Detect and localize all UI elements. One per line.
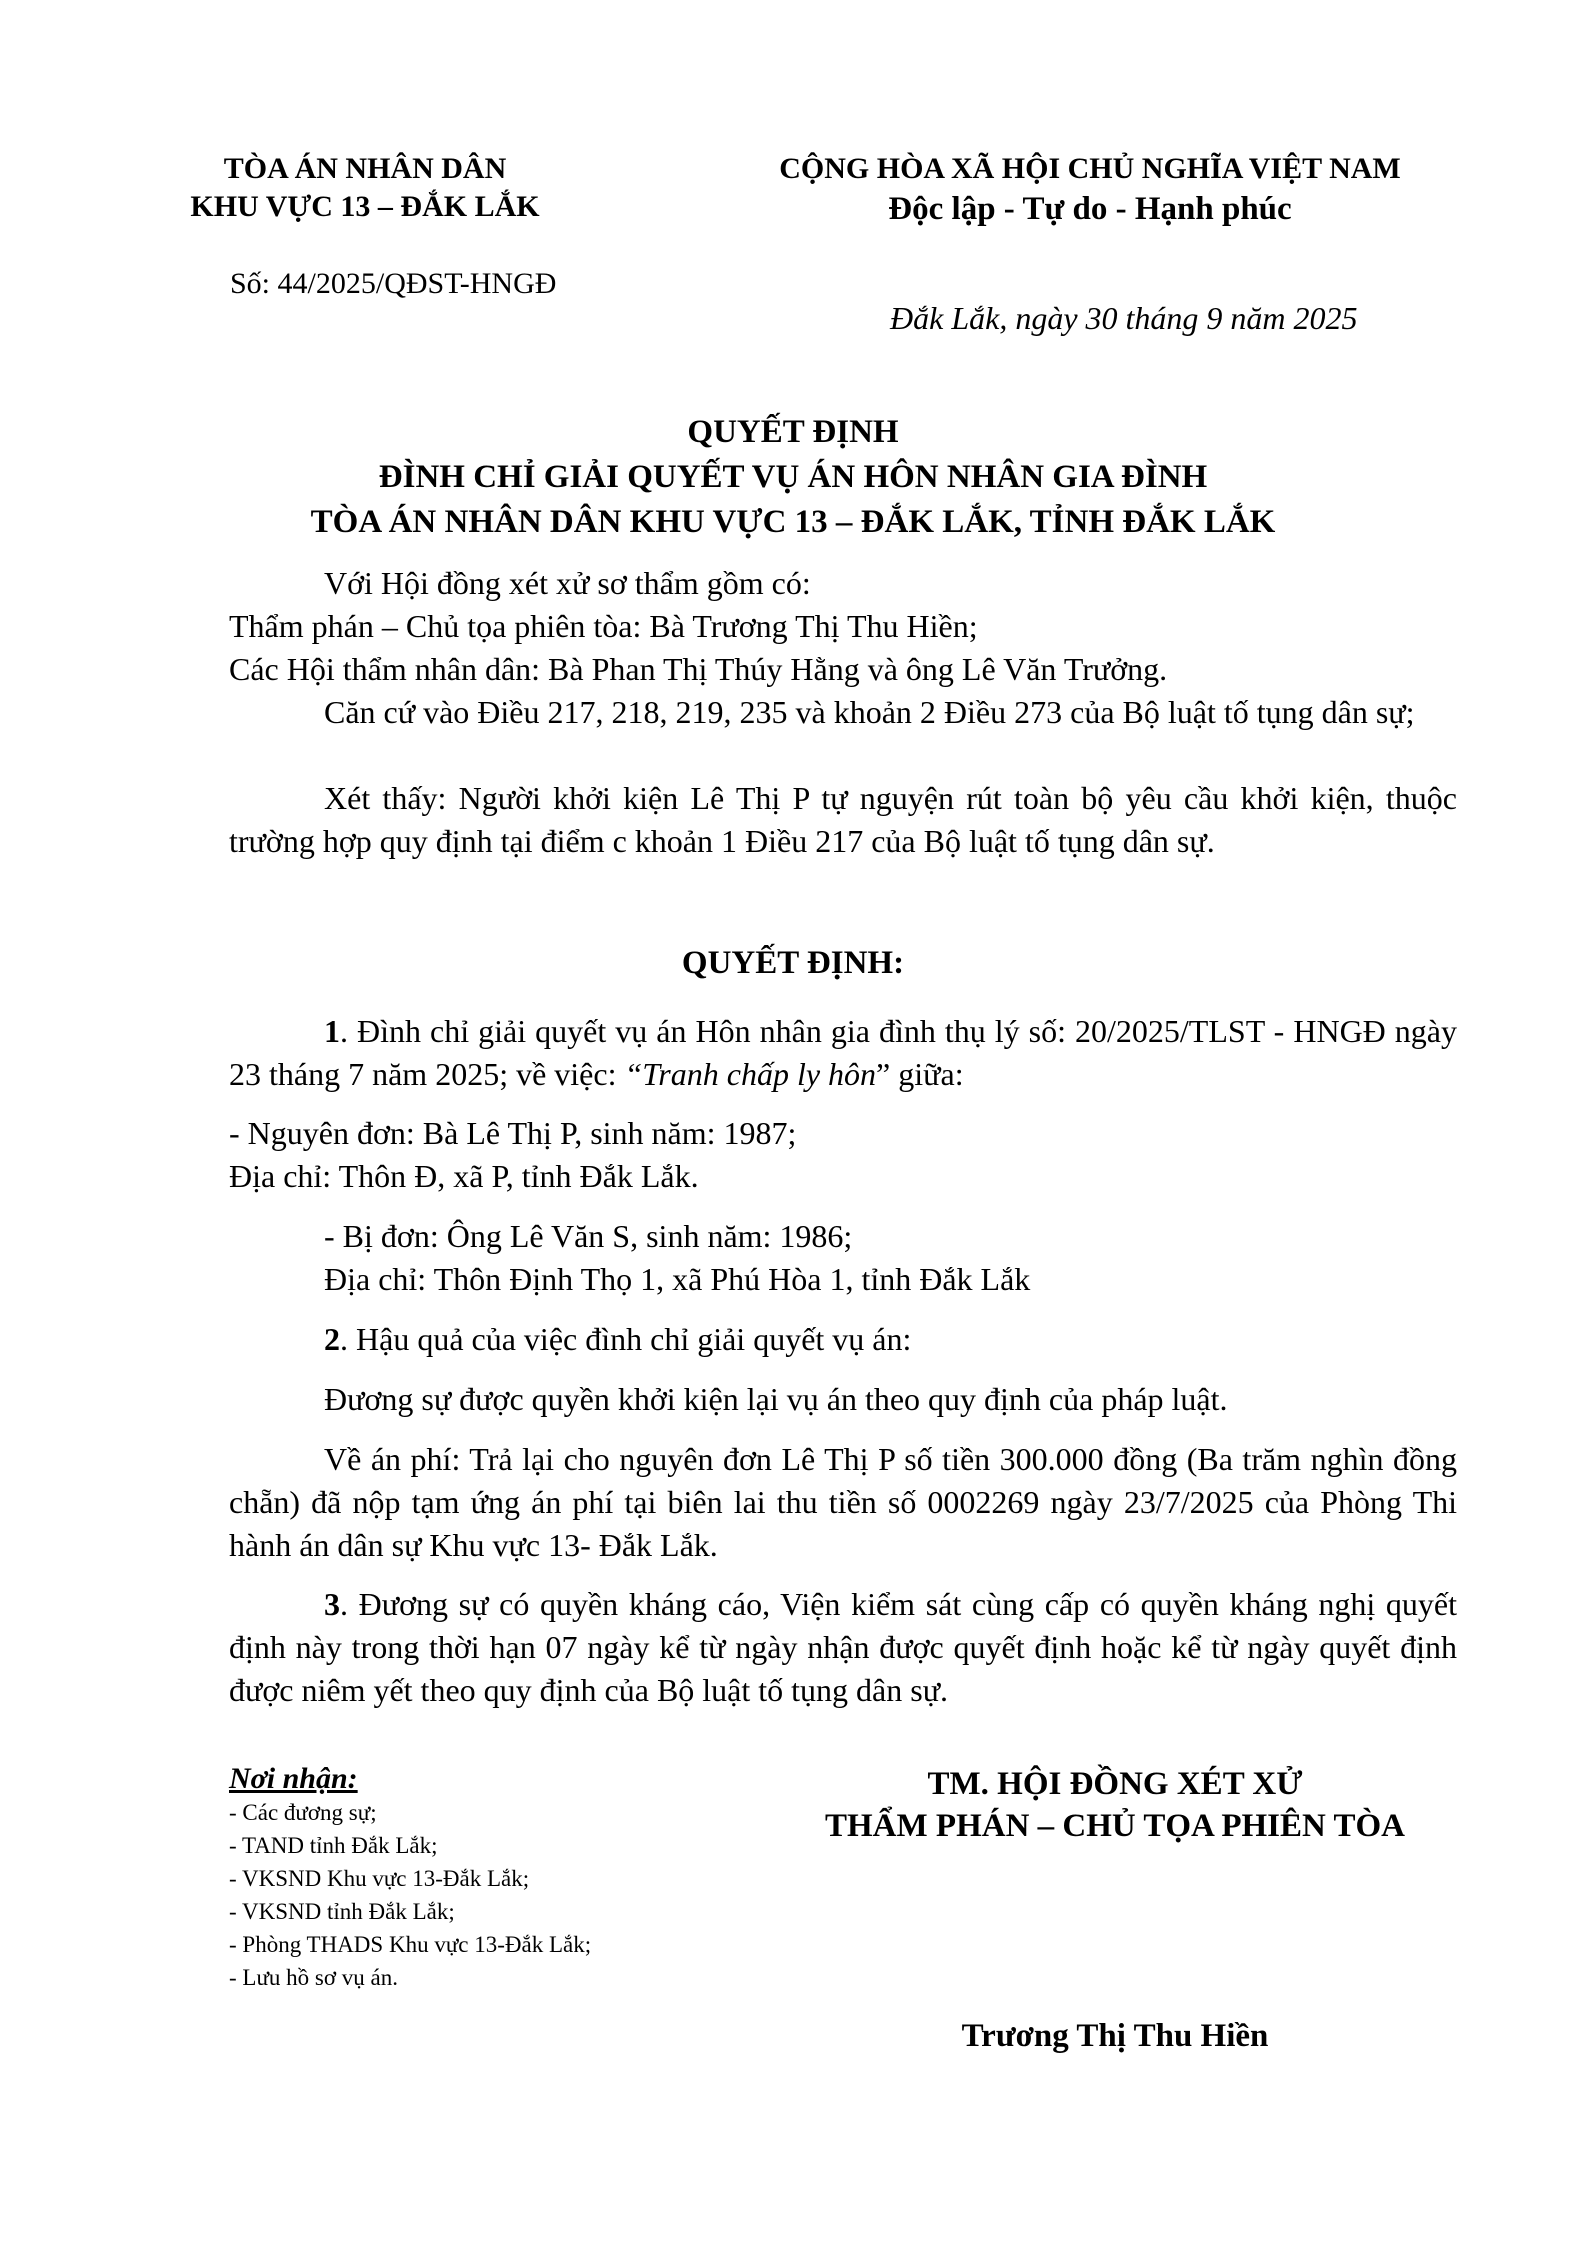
court-name: TÒA ÁN NHÂN DÂN: [223, 152, 507, 185]
judge-line: Thẩm phán – Chủ tọa phiên tòa: Bà Trương Thị Thu Hiền;: [229, 608, 978, 644]
item-2-court-fee: Về án phí: Trả lại cho nguyên đơn Lê Thị P số tiền 300.000 đồng (Ba trăm nghìn đồng chẵn) đã nộp tạm ứng án phí tại biên lai thu tiền số 0002269 ngày 23/7/2025 của Phòng Thi hành án dân sự Khu vực 13- Đắk Lắk.: [229, 1441, 1457, 1563]
document-title: [0, 410, 1586, 545]
plaintiff-address: Địa chỉ: Thôn Đ, xã P, tỉnh Đắk Lắk.: [229, 1158, 699, 1194]
plaintiff-line: - Nguyên đơn: Bà Lê Thị P, sinh năm: 1987;: [229, 1115, 797, 1151]
document-date: Đắk Lắk, ngày 30 tháng 9 năm 2025: [890, 300, 1358, 336]
item-2-number: 2: [324, 1321, 340, 1357]
recipient-item: - Các đương sự;: [229, 1800, 377, 1825]
recipient-item: - VKSND tỉnh Đắk Lắk;: [229, 1899, 455, 1924]
item-1-text: . Đình chỉ giải quyết vụ án Hôn nhân gia đình thụ lý số: 20/2025/TLST - HNGĐ ngày 23 tháng 7 năm 2025; về việc:: [229, 1013, 1457, 1092]
item-1-text-end: ” giữa:: [876, 1056, 964, 1092]
item-2-rights: Đương sự được quyền khởi kiện lại vụ án theo quy định của pháp luật.: [324, 1381, 1228, 1417]
document-number: Số: 44/2025/QĐST-HNGĐ: [230, 267, 557, 300]
signature-role: THẨM PHÁN – CHỦ TỌA PHIÊN TÒA: [825, 1808, 1405, 1844]
decision-heading: QUYẾT ĐỊNH:: [681, 945, 905, 981]
legal-basis: Căn cứ vào Điều 217, 218, 219, 235 và khoản 2 Điều 273 của Bộ luật tố tụng dân sự;: [324, 694, 1415, 730]
item-1-number: 1: [324, 1013, 340, 1049]
recipient-item: - Lưu hồ sơ vụ án.: [229, 1965, 398, 1990]
item-3-text: . Đương sự có quyền kháng cáo, Viện kiểm sát cùng cấp có quyền kháng nghị quyết định này trong thời hạn 07 ngày kể từ ngày nhận được quyết định hoặc kể từ ngày quyết định được niêm yết theo quy định của Bộ luật tố tụng dân sự.: [229, 1586, 1457, 1708]
court-district: KHU VỰC 13 – ĐẮK LẮK: [190, 190, 540, 223]
recipient-item: - TAND tỉnh Đắk Lắk;: [229, 1833, 438, 1858]
court-header: [150, 150, 580, 226]
decision-item-2: [229, 1318, 1457, 1361]
item-1-case-subject: “Tranh chấp ly hôn: [624, 1056, 877, 1092]
defendant-address: Địa chỉ: Thôn Định Thọ 1, xã Phú Hòa 1, tỉnh Đắk Lắk: [324, 1261, 1031, 1297]
national-motto: Độc lập - Tự do - Hạnh phúc: [888, 191, 1292, 227]
item-3-number: 3: [324, 1586, 340, 1622]
title-court: TÒA ÁN NHÂN DÂN KHU VỰC 13 – ĐẮK LẮK, TỈNH ĐẮK LẮK: [310, 504, 1276, 540]
panel-intro: Với Hội đồng xét xử sơ thẩm gồm có:: [324, 565, 811, 601]
recipient-item: - Phòng THADS Khu vực 13-Đắk Lắk;: [229, 1932, 592, 1957]
consideration: Xét thấy: Người khởi kiện Lê Thị P tự nguyện rút toàn bộ yêu cầu khởi kiện, thuộc trường hợp quy định tại điểm c khoản 1 Điều 217 của Bộ luật tố tụng dân sự.: [229, 780, 1457, 859]
signer-name: Trương Thị Thu Hiền: [961, 2018, 1269, 2054]
title-subject: ĐÌNH CHỈ GIẢI QUYẾT VỤ ÁN HÔN NHÂN GIA ĐÌNH: [378, 459, 1208, 495]
recipients-heading: Nơi nhận:: [229, 1762, 358, 1795]
national-header: [690, 150, 1490, 230]
decision-item-3: [229, 1583, 1457, 1712]
recipients-list: [229, 1762, 789, 1994]
defendant-line: - Bị đơn: Ông Lê Văn S, sinh năm: 1986;: [324, 1218, 853, 1254]
signature-title: TM. HỘI ĐỒNG XÉT XỬ: [927, 1766, 1303, 1802]
item-2-text: . Hậu quả của việc đình chỉ giải quyết vụ án:: [340, 1321, 912, 1357]
title-decision: QUYẾT ĐỊNH: [687, 414, 899, 450]
nation-name: CỘNG HÒA XÃ HỘI CHỦ NGHĨA VIỆT NAM: [779, 152, 1401, 185]
signature-block: [740, 1763, 1490, 1847]
assessors-line: Các Hội thẩm nhân dân: Bà Phan Thị Thúy Hằng và ông Lê Văn Trưởng.: [229, 651, 1168, 687]
recipient-item: - VKSND Khu vực 13-Đắk Lắk;: [229, 1866, 530, 1891]
decision-item-1: [229, 1010, 1457, 1096]
